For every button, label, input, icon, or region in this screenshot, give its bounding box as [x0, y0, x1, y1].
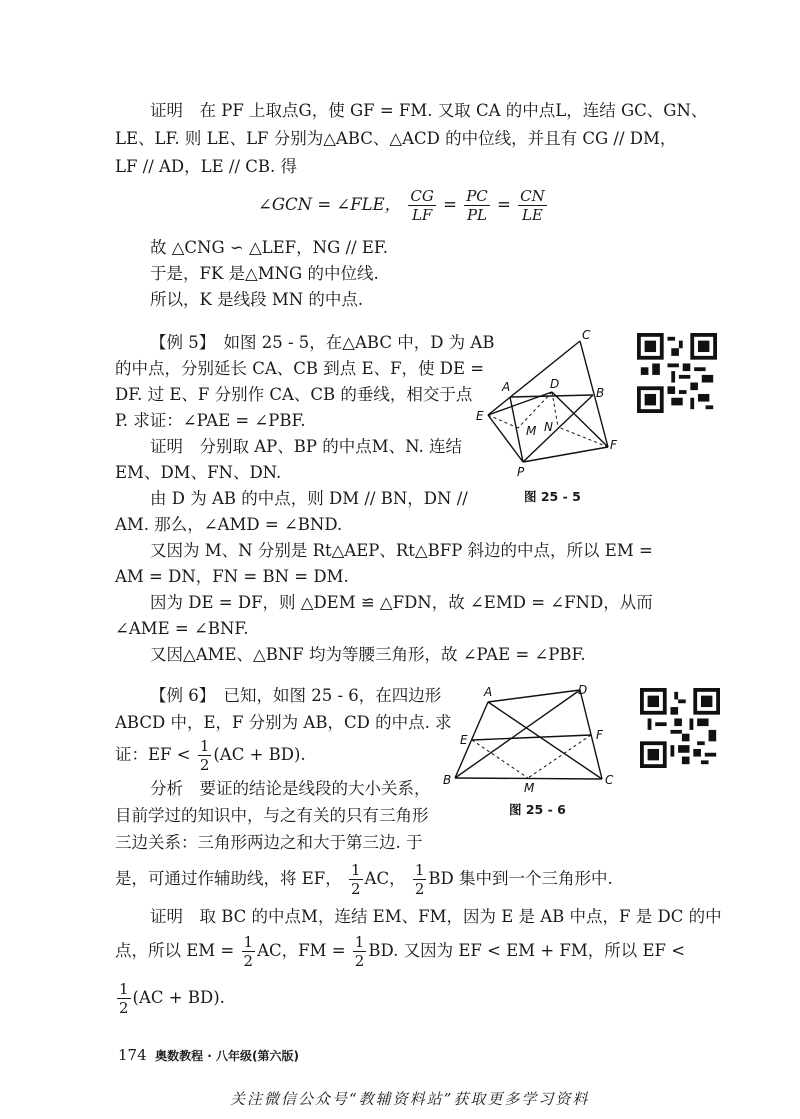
- label-P: P: [517, 465, 525, 479]
- ex5-line13: 又因△AME、△BNF 均为等腰三角形，故 ∠PAE = ∠PBF.: [150, 645, 586, 664]
- ex5-line10: AM = DN，FN = BN = DM.: [115, 567, 349, 586]
- proof1-line3: LF // AD，LE // CB. 得: [115, 157, 298, 176]
- ex6-line3: 证：EF < $\frac{1}{2}$ (AC + BD).: [115, 737, 306, 774]
- figure-25-6-caption: 图 25 - 6: [509, 802, 566, 817]
- proof1-line2: LE、LF. 则 LE、LF 分别为△ABC、△ACD 的中位线，并且有 CG // DM，: [115, 129, 677, 148]
- ex5-line8: AM. 那么，∠AMD = ∠BND.: [115, 515, 343, 534]
- label-F: F: [596, 728, 603, 742]
- ex5-line12: ∠AME = ∠BNF.: [115, 619, 249, 638]
- proof1-line1: 证明 在 PF 上取点G，使 GF = FM. 又取 CA 的中点L，连结 GC、GN、: [150, 101, 708, 120]
- figure-25-5: [470, 325, 630, 485]
- ex6-line5: 目前学过的知识中，与之有关的只有三角形: [115, 806, 429, 825]
- proof1-equation: ∠GCN = ∠FLE， $\frac{CG}{LF}$ = $\frac{PC}{PL}$ = $\frac{CN}{LE}$: [258, 187, 545, 224]
- proof1-line7: 所以，K 是线段 MN 的中点.: [150, 290, 364, 309]
- qr-code-icon: [640, 688, 720, 768]
- ex5-line3: DF. 过 E、F 分别作 CA、CB 的垂线，相交于点: [115, 385, 473, 404]
- label-N: N: [544, 420, 553, 434]
- ex5-line6: EM、DM、FN、DN.: [115, 463, 282, 482]
- fraction-cg-lf: $\frac{CG}{LF}$: [410, 187, 434, 224]
- figure-25-6: [440, 682, 630, 797]
- fraction-pc-pl: $\frac{PC}{PL}$: [466, 187, 488, 224]
- figure-25-5-caption: 图 25 - 5: [524, 489, 581, 504]
- proof1-line6: 于是，FK 是△MNG 的中位线.: [150, 264, 379, 283]
- ex5-line1: 【例 5】 如图 25 - 5，在△ABC 中，D 为 AB: [150, 333, 495, 352]
- label-B: B: [596, 386, 605, 400]
- page-number: 174: [118, 1046, 147, 1064]
- fraction-one-half: $\frac{1}{2}$: [199, 737, 210, 774]
- label-E: E: [476, 409, 484, 423]
- label-A: A: [484, 685, 493, 699]
- label-A: A: [502, 380, 511, 394]
- ex6-line1: 【例 6】 已知，如图 25 - 6，在四边形: [150, 686, 442, 705]
- fraction-cn-le: $\frac{CN}{LE}$: [520, 187, 545, 224]
- page-footer: [118, 1046, 299, 1064]
- label-M: M: [526, 424, 537, 438]
- ex6-proof-line2: 点，所以 EM = $\frac{1}{2}$ AC，FM = $\frac{1}{2}$ BD. 又因为 EF < EM + FM，所以 EF <: [115, 933, 686, 970]
- book-title: 奥数教程 · 八年级(第六版): [155, 1049, 299, 1063]
- ex5-line7: 由 D 为 AB 的中点，则 DM // BN，DN //: [150, 489, 468, 508]
- bottom-note: 关注微信公众号“教辅资料站”获取更多学习资料: [230, 1090, 590, 1108]
- label-D: D: [550, 377, 560, 391]
- label-C: C: [605, 773, 614, 787]
- label-F: F: [610, 438, 617, 452]
- ex6-proof-line1: 证明 取 BC 的中点M，连结 EM、FM，因为 E 是 AB 中点，F 是 DC 的中: [150, 907, 722, 926]
- qr-code-icon: [637, 333, 717, 413]
- eq-angles: ∠GCN = ∠FLE，: [258, 195, 402, 214]
- proof1-line5: 故 △CNG ∽ △LEF，NG // EF.: [150, 238, 389, 257]
- ex5-line9: 又因为 M、N 分别是 Rt△AEP、Rt△BFP 斜边的中点，所以 EM =: [150, 541, 653, 560]
- ex5-line2: 的中点，分别延长 CA、CB 到点 E、F，使 DE =: [115, 359, 485, 378]
- ex6-line2: ABCD 中，E，F 分别为 AB，CD 的中点. 求: [115, 713, 452, 732]
- ex6-line4: 分析 要证的结论是线段的大小关系，: [150, 779, 431, 798]
- label-C: C: [582, 328, 591, 342]
- label-E: E: [460, 733, 468, 747]
- ex6-line7: 是，可通过作辅助线，将 EF， $\frac{1}{2}$ AC， $\frac{1}{2}$ BD 集中到一个三角形中.: [115, 861, 613, 898]
- ex5-line5: 证明 分别取 AP、BP 的中点M、N. 连结: [150, 437, 463, 456]
- label-D: D: [578, 683, 588, 697]
- ex6-line6: 三边关系：三角形两边之和大于第三边. 于: [115, 833, 423, 852]
- ex5-line4: P. 求证：∠PAE = ∠PBF.: [115, 411, 306, 430]
- ex5-line11: 因为 DE = DF，则 △DEM ≌ △FDN，故 ∠EMD = ∠FND，从而: [150, 593, 653, 612]
- ex6-proof-line3: $\frac{1}{2}$ (AC + BD).: [119, 980, 225, 1017]
- label-B: B: [443, 773, 452, 787]
- label-M: M: [524, 781, 535, 795]
